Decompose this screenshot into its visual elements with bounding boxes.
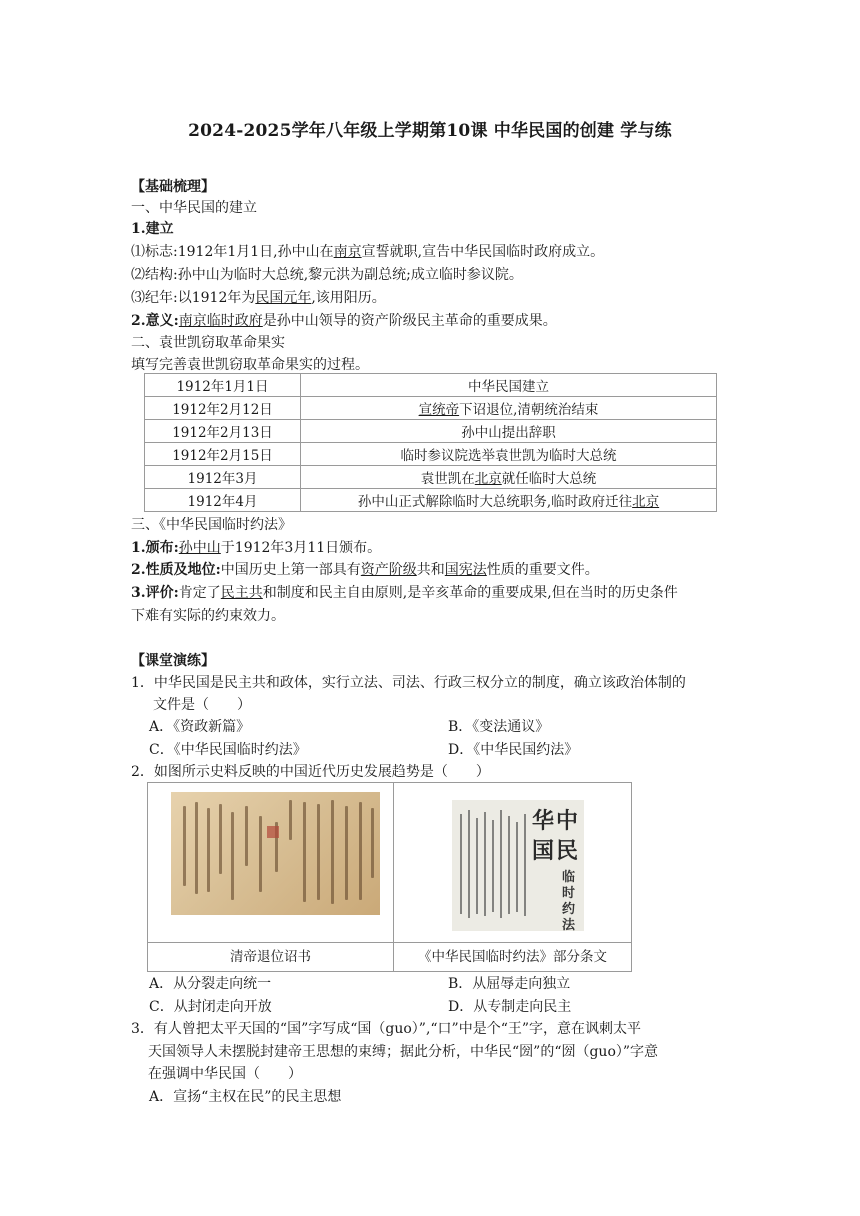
item-1-1c-text: ⑶纪年:以1912年为 (131, 290, 256, 306)
timeline-event-text: 中华民国建立 (468, 379, 549, 395)
q1-option-d[interactable]: D．《中华民国约法》 (448, 742, 579, 758)
practice-heading: 【课堂演练】 (131, 653, 215, 669)
answer-sun: 孙中山 (178, 540, 221, 556)
item-1-2-text: 是孙中山领导的资产阶级民主革命的重要成果。 (262, 313, 557, 329)
constitution-cell (394, 783, 631, 942)
q1-stem-line2: 文件是（ ） (153, 697, 251, 713)
answer-zichan: 资产阶级 (360, 562, 417, 578)
timeline-date: 1912年2月12日 (145, 397, 301, 420)
timeline-date: 1912年3月 (145, 466, 301, 489)
q3-option-a[interactable]: A．宣扬“主权在民”的民主思想 (149, 1089, 342, 1105)
abdication-edict-image (171, 792, 380, 915)
timeline-date: 1912年2月13日 (145, 420, 301, 443)
q2-image-table (147, 782, 632, 972)
item-3-2-text-post: 性质的重要文件。 (486, 562, 599, 578)
item-1-1-label: 1.建立 (131, 221, 174, 237)
timeline-event (301, 489, 717, 512)
section-2-heading: 二、袁世凯窃取革命果实 (131, 335, 285, 351)
const-char: 中 (556, 808, 579, 834)
timeline-row (145, 489, 717, 512)
timeline-row (145, 420, 717, 443)
q1-stem-line1: 1．中华民国是民主共和政体，实行立法、司法、行政三权分立的制度，确立该政治体制的 (131, 675, 686, 691)
section-3-heading: 三、《中华民国临时约法》 (131, 517, 292, 533)
item-1-2-label: 2.意义: (131, 313, 179, 329)
const-char: 法 (562, 918, 576, 933)
item-1-1a (131, 242, 604, 262)
const-char: 国 (532, 838, 555, 864)
timeline-event (301, 443, 717, 466)
basics-heading: 【基础梳理】 (131, 179, 215, 195)
answer-minzhu: 民主共 (220, 585, 263, 601)
timeline-row (145, 397, 717, 420)
item-1-1a-text-post: 宣誓就职,宣告中华民国临时政府成立。 (361, 244, 605, 260)
q3-stem-line3: 在强调中华民国（ ） (148, 1066, 302, 1082)
timeline-event-answer: 宣统帝 (418, 402, 460, 418)
section-2-intro: 填写完善袁世凯窃取革命果实的过程。 (131, 357, 369, 373)
item-3-1-text: 于1912年3月11日颁布。 (220, 540, 382, 556)
section-1-heading: 一、中华民国的建立 (131, 200, 257, 216)
item-1-1c (131, 288, 386, 308)
item-3-2-label: 2.性质及地位: (131, 562, 221, 578)
timeline-date: 1912年1月1日 (145, 374, 301, 397)
item-3-1 (131, 538, 381, 558)
q1-option-a[interactable]: A．《资政新篇》 (149, 719, 251, 735)
timeline-event-text-post: 下诏退位,清朝统治结束 (459, 402, 599, 418)
timeline-table (144, 373, 717, 512)
answer-nanjing-gov: 南京临时政府 (178, 313, 263, 329)
item-3-2 (131, 560, 599, 580)
answer-nanjing: 南京 (333, 244, 362, 260)
timeline-event (301, 466, 717, 489)
timeline-event-answer: 北京 (632, 494, 660, 510)
timeline-event-answer: 北京 (474, 471, 502, 487)
q3-stem-line2: 天国领导人未摆脱封建帝王思想的束缚；据此分析，中华民“圀”的“圀（guo）”字意 (148, 1044, 659, 1060)
item-3-3-text: 肯定了 (178, 585, 221, 601)
const-char: 时 (562, 886, 576, 901)
item-3-3 (131, 583, 678, 603)
const-char: 约 (562, 902, 576, 917)
q2-option-d[interactable]: D．从专制走向民主 (448, 999, 572, 1015)
timeline-event-text-post: 就任临时大总统 (501, 471, 597, 487)
item-1-2 (131, 311, 557, 331)
q2-option-c[interactable]: C．从封闭走向开放 (149, 999, 272, 1015)
const-char: 临 (562, 870, 576, 885)
const-char: 民 (556, 838, 579, 864)
timeline-date: 1912年2月15日 (145, 443, 301, 466)
timeline-date: 1912年4月 (145, 489, 301, 512)
item-3-2-mid1: 共和 (416, 562, 445, 578)
answer-minguo-yuannian: 民国元年 (255, 290, 312, 306)
timeline-event (301, 397, 717, 420)
item-3-3-label: 3.评价: (131, 585, 179, 601)
provisional-constitution-image (452, 800, 584, 931)
caption-right: 《中华民国临时约法》部分条文 (418, 949, 607, 965)
item-1-1b: ⑵结构:孙中山为临时大总统,黎元洪为副总统;成立临时参议院。 (131, 267, 523, 283)
timeline-event (301, 374, 717, 397)
item-1-1c-text-post: ,该用阳历。 (311, 290, 386, 306)
item-3-3-line2: 下难有实际的约束效力。 (131, 608, 285, 624)
item-3-2-text: 中国历史上第一部具有 (220, 562, 361, 578)
q1-option-c[interactable]: C．《中华民国临时约法》 (149, 742, 307, 758)
item-3-2-mid2: 国 (444, 562, 459, 578)
timeline-row (145, 374, 717, 397)
q2-option-a[interactable]: A．从分裂走向统一 (149, 976, 272, 992)
item-3-3-text-post: 和制度和民主自由原则,是辛亥革命的重要成果,但在当时的历史条件 (262, 585, 678, 601)
timeline-row (145, 466, 717, 489)
item-3-1-label: 1.颁布: (131, 540, 179, 556)
item-1-1a-text: ⑴标志:1912年1月1日,孙中山在 (131, 244, 334, 260)
q2-option-b[interactable]: B．从屈辱走向独立 (448, 976, 571, 992)
timeline-row (145, 443, 717, 466)
page-title: 2024-2025学年八年级上学期第10课 中华民国的创建 学与练 (188, 121, 672, 141)
timeline-event (301, 420, 717, 443)
q3-stem-line1: 3．有人曾把太平天国的“国”字写成“国（guo）”,“口”中是个“王”字，意在讽刺太平 (131, 1021, 642, 1037)
q2-stem: 2．如图所示史料反映的中国近代历史发展趋势是（ ） (131, 764, 490, 780)
answer-xianfa: 宪法 (458, 562, 487, 578)
q1-option-b[interactable]: B．《变法通议》 (448, 719, 550, 735)
timeline-event-text: 袁世凯在 (420, 471, 475, 487)
const-char: 华 (532, 808, 555, 834)
timeline-event-text: 孙中山正式解除临时大总统职务,临时政府迁往 (357, 494, 633, 510)
caption-left: 清帝退位诏书 (230, 949, 311, 965)
timeline-event-text: 临时参议院选举袁世凯为临时大总统 (400, 448, 617, 464)
timeline-event-text: 孙中山提出辞职 (461, 425, 556, 441)
